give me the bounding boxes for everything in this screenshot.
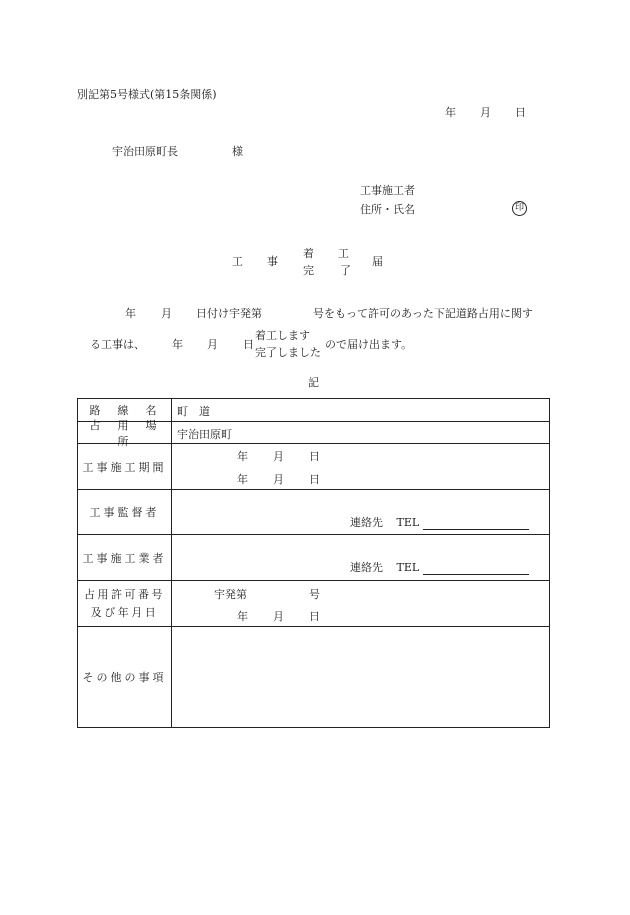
route-value-cell (172, 399, 550, 422)
body-year-2: 年 (172, 338, 183, 351)
other-label-cell (78, 627, 172, 728)
form-number: 別記第5号様式(第15条関係) (77, 88, 217, 101)
body-year: 年 (125, 307, 136, 320)
place-label-cell (78, 418, 174, 448)
contractor-label: 工事施工業者 (82, 551, 167, 565)
title-char-1: 工 (232, 255, 243, 268)
supervisor-label: 工事監督者 (89, 506, 160, 519)
permit-year: 年 (237, 610, 248, 623)
route-value: 町 道 (177, 405, 210, 418)
contractor-value-cell (172, 535, 550, 581)
body-line2-start: る工事は、 (90, 338, 145, 351)
place-value: 宇治田原町 (177, 428, 232, 441)
body-month: 月 (161, 307, 172, 320)
title-upper-b: 工 (338, 247, 349, 260)
supervisor-contact (350, 514, 529, 530)
permit-label-line2: 及び年月日 (90, 605, 159, 619)
supervisor-label-cell (78, 490, 172, 535)
applicant-role: 工事施工者 (360, 184, 415, 197)
permit-label (82, 586, 167, 622)
period-label: 工事施工期間 (82, 460, 167, 474)
title-lower-b: 了 (340, 264, 351, 277)
title-lower-a: 完 (303, 264, 314, 277)
period-end-month: 月 (273, 473, 284, 486)
recipient-name: 宇治田原町長 (112, 145, 178, 158)
permit-value-cell (172, 581, 550, 627)
title-char-end: 届 (372, 255, 383, 268)
body-line2-end: ので届け出ます。 (325, 338, 413, 351)
period-value-cell (172, 444, 550, 490)
supervisor-value-cell (172, 490, 550, 535)
period-start-day: 日 (309, 450, 320, 463)
supervisor-contact-label: 連絡先 (350, 516, 383, 529)
place-label: 占 用 場 所 (89, 418, 174, 448)
contractor-tel-label: TEL (396, 561, 420, 574)
body-day-2: 日 (243, 338, 254, 351)
permit-day: 日 (309, 610, 320, 623)
applicant-address-label: 住所・氏名 (360, 203, 415, 216)
supervisor-tel-line (423, 518, 529, 530)
other-value-cell (172, 627, 550, 728)
period-start-month: 月 (273, 450, 284, 463)
body-month-2: 月 (207, 338, 218, 351)
title-char-2: 事 (267, 255, 278, 268)
permit-label-cell (78, 581, 172, 627)
supervisor-tel-label: TEL (396, 516, 420, 529)
recipient-honorific: 様 (232, 145, 243, 158)
body-day-suffix: 日付け宇発第 (196, 307, 262, 320)
contractor-contact (350, 559, 529, 575)
ki-heading: 記 (308, 376, 319, 389)
contractor-contact-label: 連絡先 (350, 561, 383, 574)
other-label: その他の事項 (82, 671, 167, 684)
period-label-cell (78, 444, 172, 490)
permit-label-line1: 占用許可番号 (84, 587, 165, 601)
body-line1-rest: 号をもって許可のあった下記道路占用に関す (313, 307, 533, 320)
period-end-day: 日 (309, 473, 320, 486)
body-option-complete: 完了しました (255, 346, 321, 359)
title-upper-a: 着 (303, 247, 314, 260)
contractor-label-cell (78, 535, 172, 581)
period-end-year: 年 (237, 473, 248, 486)
route-label: 路 線 名 (89, 404, 160, 417)
place-value-cell (172, 422, 550, 444)
details-table (77, 398, 550, 728)
date-month: 月 (480, 106, 491, 119)
period-start-year: 年 (237, 450, 248, 463)
contractor-tel-line (423, 563, 529, 575)
permit-prefix: 宇発第 (214, 588, 247, 601)
date-year: 年 (445, 106, 456, 119)
permit-month: 月 (273, 610, 284, 623)
seal-icon: 印 (512, 201, 527, 216)
body-option-start: 着工します (255, 329, 310, 342)
permit-suffix: 号 (309, 588, 320, 601)
date-day: 日 (515, 106, 526, 119)
